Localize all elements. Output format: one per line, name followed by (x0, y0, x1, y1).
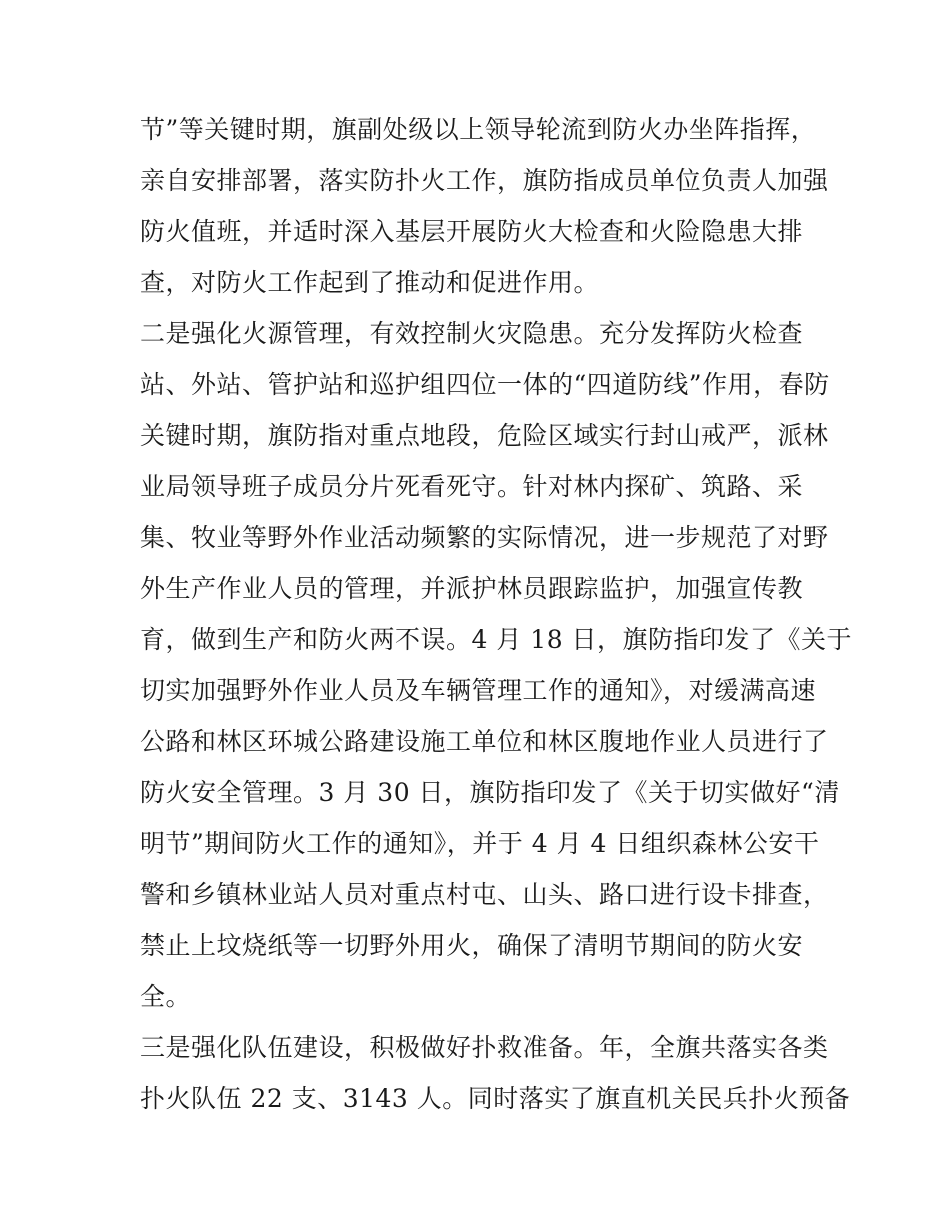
paragraph-line: 二是强化火源管理，有效控制火灾隐患。充分发挥防火检查 (140, 319, 804, 348)
paragraph-line: 亲自安排部署，落实防扑火工作，旗防指成员单位负责人加强 (140, 166, 829, 195)
paragraph-line: 切实加强野外作业人员及车辆管理工作的通知》，对缓满高速 (140, 676, 817, 705)
paragraph-line: 站、外站、管护站和巡护组四位一体的“四道防线”作用，春防 (140, 370, 830, 399)
paragraph-line: 关键时期，旗防指对重点地段，危险区域实行封山戒严，派林 (140, 421, 829, 450)
paragraph-line: 节”等关键时期，旗副处级以上领导轮流到防火办坐阵指挥， (140, 115, 817, 144)
paragraph-line: 明节”期间防火工作的通知》，并于 4 月 4 日组织森林公安干 (140, 829, 820, 858)
paragraph-line: 扑火队伍 22 支、3143 人。同时落实了旗直机关民兵扑火预备 (140, 1084, 851, 1113)
paragraph-line: 公路和林区环城公路建设施工单位和林区腹地作业人员进行了 (140, 727, 829, 756)
paragraph-line: 警和乡镇林业站人员对重点村屯、山头、路口进行设卡排查， (140, 880, 829, 909)
paragraph-line: 外生产作业人员的管理，并派护林员跟踪监护，加强宣传教 (140, 574, 804, 603)
paragraph-line: 防火安全管理。3 月 30 日，旗防指印发了《关于切实做好“清 (140, 778, 840, 807)
paragraph-line: 防火值班，并适时深入基层开展防火大检查和火险隐患大排 (140, 217, 804, 246)
paragraph-line: 查，对防火工作起到了推动和促进作用。 (140, 268, 600, 297)
paragraph-line: 全。 (140, 982, 192, 1011)
paragraph-line: 三是强化队伍建设，积极做好扑救准备。年，全旗共落实各类 (140, 1033, 829, 1062)
paragraph-line: 禁止上坟烧纸等一切野外用火，确保了清明节期间的防火安 (140, 931, 804, 960)
paragraph-line: 业局领导班子成员分片死看死守。针对林内探矿、筑路、采 (140, 472, 804, 501)
paragraph-line: 集、牧业等野外作业活动频繁的实际情况，进一步规范了对野 (140, 523, 829, 552)
paragraph-line: 育，做到生产和防火两不误。4 月 18 日，旗防指印发了《关于 (140, 625, 853, 654)
